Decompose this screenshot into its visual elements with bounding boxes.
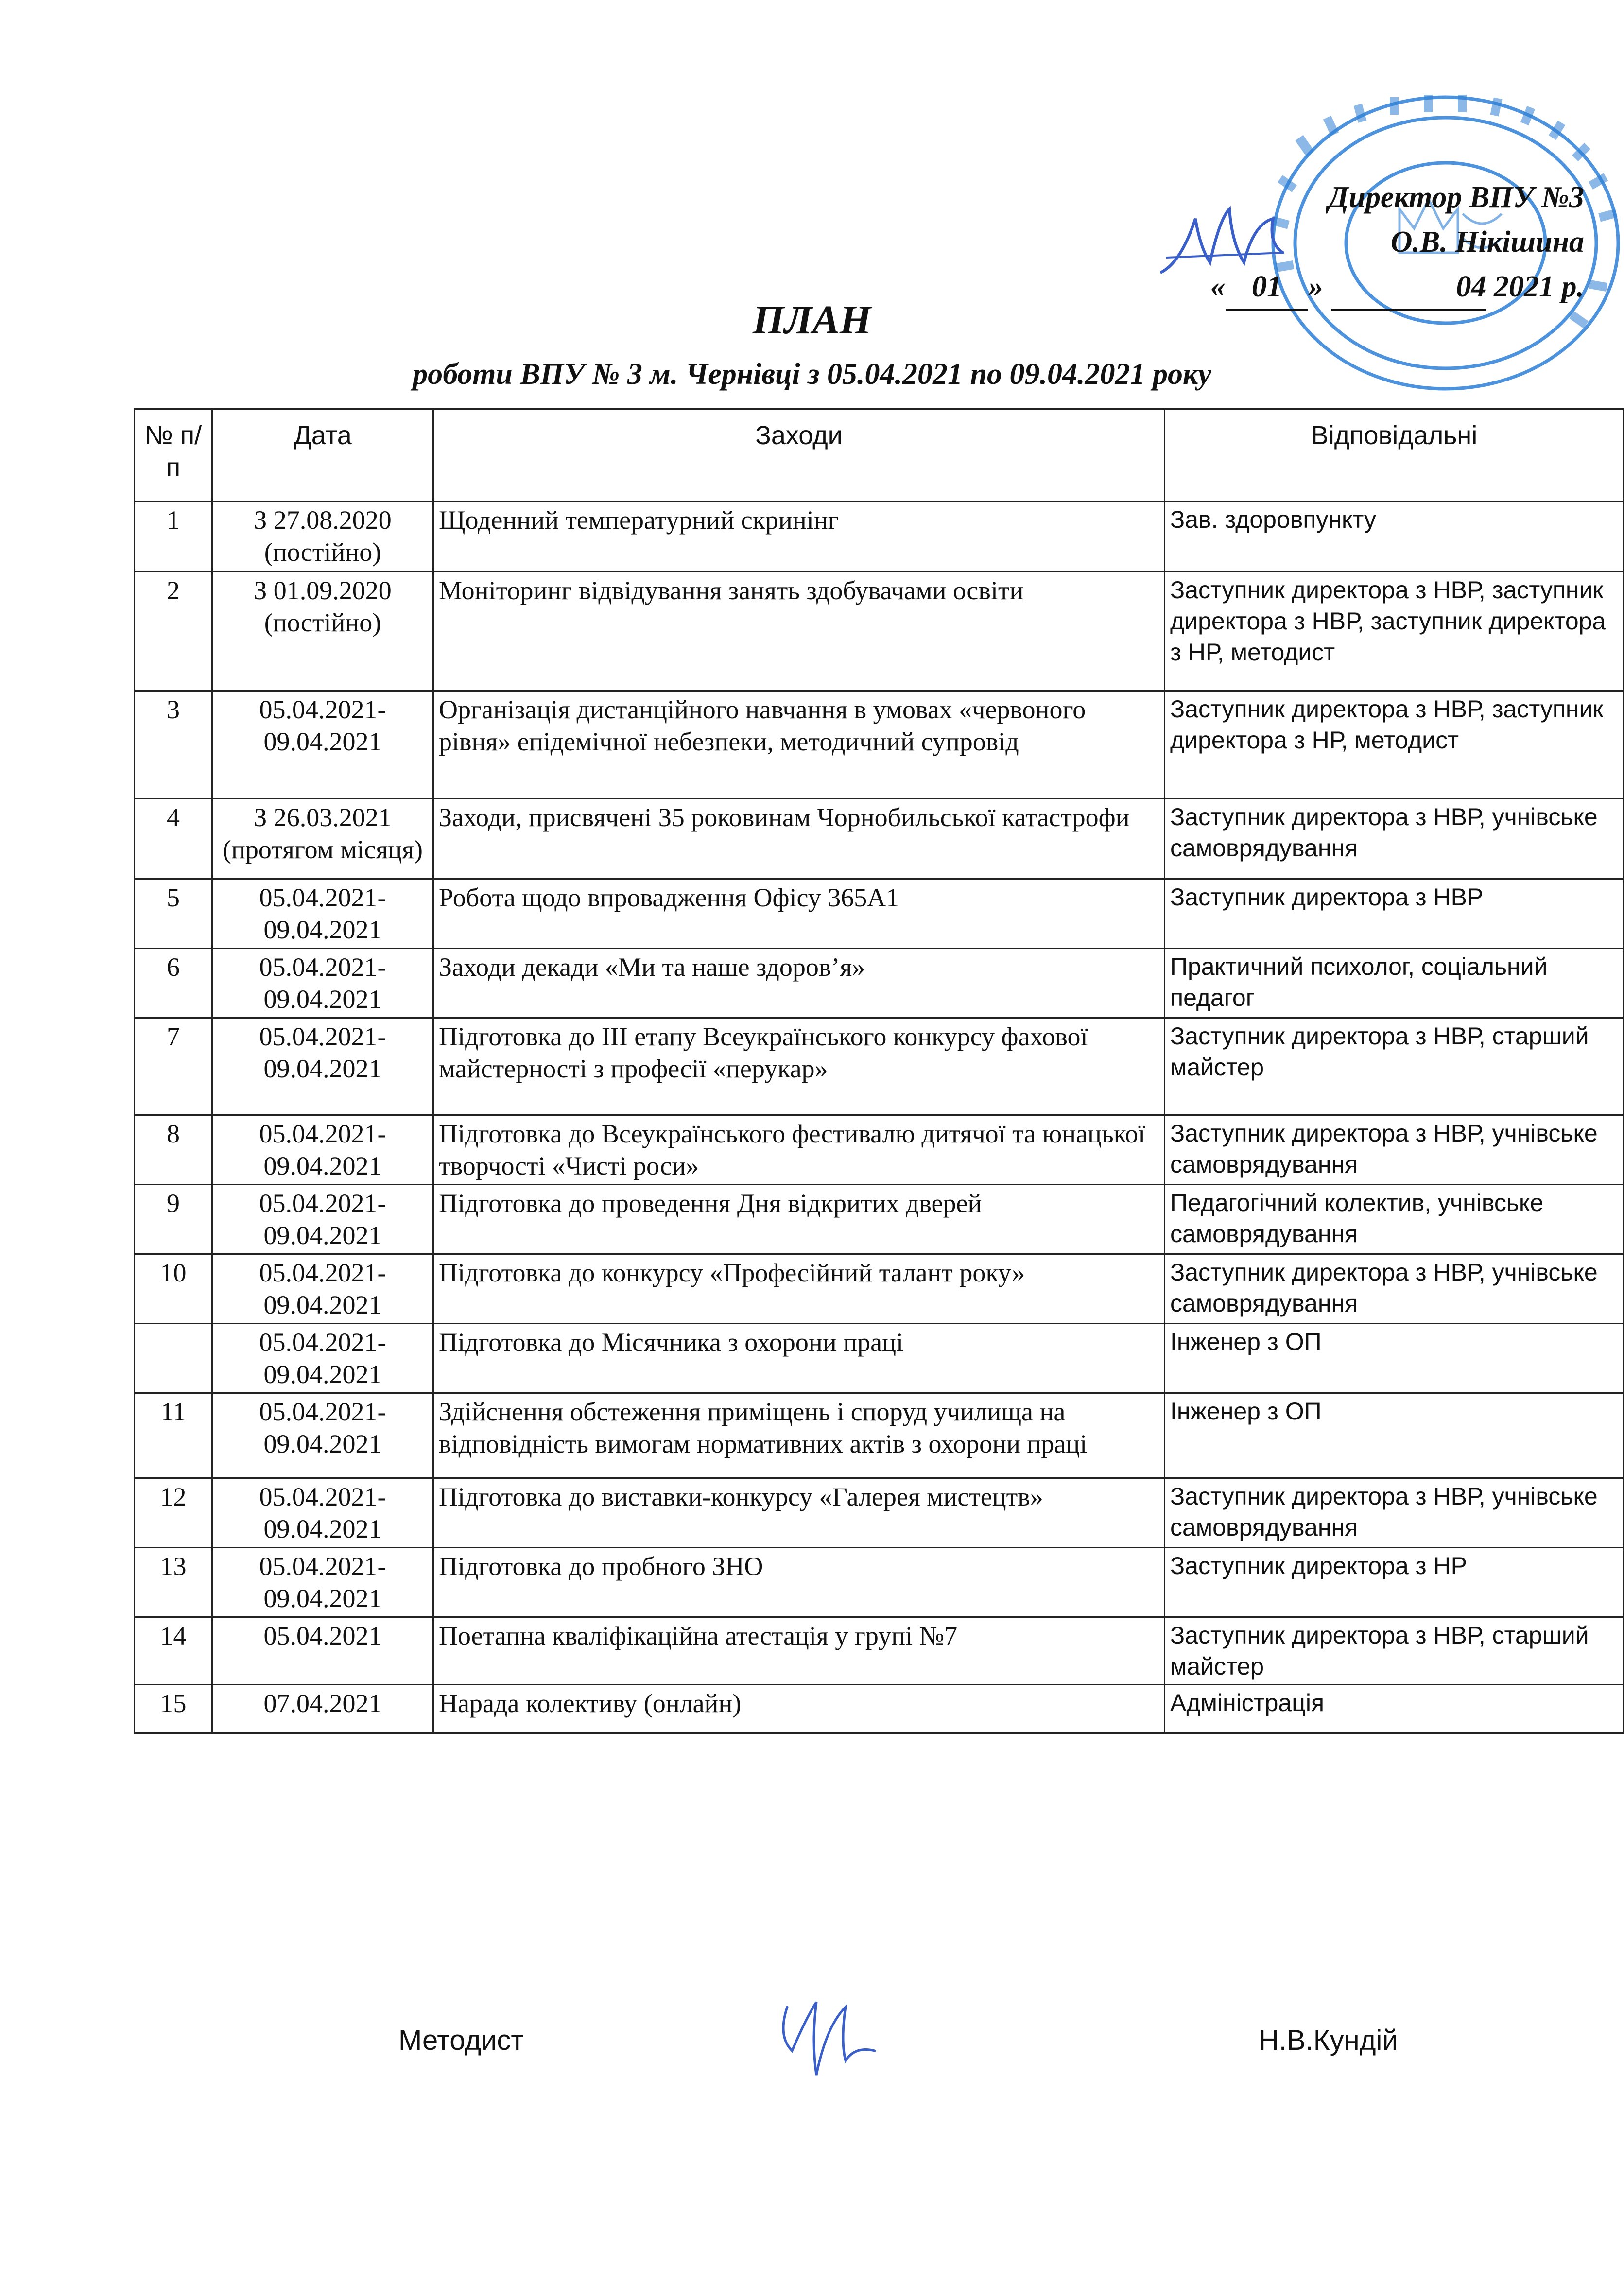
row-responsible: Практичний психолог, соціальний педагог [1165,949,1624,1018]
row-event: Моніторинг відвідування занять здобувачами освіти [433,572,1165,691]
row-date: З 26.03.2021 (протягом місяця) [212,799,433,879]
footer-name: Н.В.Кундій [1259,2025,1398,2056]
row-responsible: Інженер з ОП [1165,1324,1624,1393]
row-date: 05.04.2021- 09.04.2021 [212,879,433,949]
table-row [135,1617,1624,1685]
row-event: Підготовка до Всеукраїнського фестивалю дитячої та юнацької творчості «Чисті роси» [433,1115,1165,1185]
row-event: Підготовка до конкурсу «Професійний талант року» [433,1254,1165,1324]
row-number: 2 [135,572,212,691]
row-event: Щоденний температурний скринінг [433,502,1165,572]
row-event: Заходи, присвячені 35 роковинам Чорнобильської катастрофи [433,799,1165,879]
approval-quote-open: « [1210,270,1226,303]
row-event: Заходи декади «Ми та наше здоров’я» [433,949,1165,1018]
row-event: Робота щодо впровадження Офісу 365А1 [433,879,1165,949]
row-event: Нарада колективу (онлайн) [433,1685,1165,1733]
approval-name: О.В. Нікішина [1390,225,1584,259]
row-responsible: Заступник директора з НВР, старший майстер [1165,1617,1624,1685]
row-event: Підготовка до Місячника з охорони праці [433,1324,1165,1393]
plan-table-body [135,502,1624,1733]
header-number: № п/п [135,409,212,502]
row-responsible: Заступник директора з НР [1165,1548,1624,1617]
row-date: 05.04.2021 [212,1617,433,1685]
row-event: Підготовка до виставки-конкурсу «Галерея мистецтв» [433,1478,1165,1548]
row-number: 13 [135,1548,212,1617]
row-number: 14 [135,1617,212,1685]
table-row [135,1393,1624,1478]
table-row [135,691,1624,799]
row-date: 05.04.2021- 09.04.2021 [212,691,433,799]
row-responsible: Заступник директора з НВР, заступник директора з НВР, заступник директора з НР, методист [1165,572,1624,691]
approval-month: 04 [1331,264,1486,311]
row-date: З 27.08.2020 (постійно) [212,502,433,572]
row-number: 3 [135,691,212,799]
row-number: 6 [135,949,212,1018]
row-date: 05.04.2021- 09.04.2021 [212,949,433,1018]
row-responsible: Заступник директора з НВР, учнівське самоврядування [1165,1115,1624,1185]
row-date: 05.04.2021- 09.04.2021 [212,1393,433,1478]
table-row [135,949,1624,1018]
row-date: 05.04.2021- 09.04.2021 [212,1324,433,1393]
table-row [135,1548,1624,1617]
row-responsible: Заступник директора з НВР [1165,879,1624,949]
approval-position: Директор ВПУ №3 [1328,181,1584,214]
document-title: ПЛАН [752,297,872,343]
row-number: 4 [135,799,212,879]
row-date: 05.04.2021- 09.04.2021 [212,1548,433,1617]
row-date: 05.04.2021- 09.04.2021 [212,1254,433,1324]
table-row [135,1324,1624,1393]
methodist-signature [768,1988,894,2099]
row-responsible: Інженер з ОП [1165,1393,1624,1478]
row-responsible: Заступник директора з НВР, заступник директора з НР, методист [1165,691,1624,799]
row-date: 05.04.2021- 09.04.2021 [212,1115,433,1185]
row-number [135,1324,212,1393]
footer-position: Методист [398,2025,524,2056]
approval-quote-close: » [1308,270,1323,303]
table-row [135,502,1624,572]
row-event: Поетапна кваліфікаційна атестація у групі №7 [433,1617,1165,1685]
row-date: З 01.09.2020 (постійно) [212,572,433,691]
plan-table [134,408,1624,1734]
row-number: 12 [135,1478,212,1548]
table-row [135,572,1624,691]
row-event: Організація дистанційного навчання в умовах «червоного рівня» епідемічної небезпеки, методичний супровід [433,691,1165,799]
row-responsible: Заступник директора з НВР, учнівське самоврядування [1165,799,1624,879]
row-responsible: Зав. здоровпункту [1165,502,1624,572]
row-date: 05.04.2021- 09.04.2021 [212,1185,433,1254]
row-number: 7 [135,1018,212,1115]
row-responsible: Заступник директора з НВР, учнівське самоврядування [1165,1478,1624,1548]
row-number: 1 [135,502,212,572]
table-row [135,879,1624,949]
row-date: 05.04.2021- 09.04.2021 [212,1478,433,1548]
row-number: 15 [135,1685,212,1733]
header-events: Заходи [433,409,1165,502]
director-signature [1157,199,1302,296]
approval-day: 01 [1226,264,1308,311]
row-number: 8 [135,1115,212,1185]
row-event: Підготовка до пробного ЗНО [433,1548,1165,1617]
row-responsible: Адміністрація [1165,1685,1624,1733]
row-date: 07.04.2021 [212,1685,433,1733]
table-row [135,1685,1624,1733]
row-event: Підготовка до проведення Дня відкритих дверей [433,1185,1165,1254]
table-row [135,1115,1624,1185]
header-responsible: Відповідальні [1165,409,1624,502]
approval-year: 2021 р. [1494,270,1584,303]
row-event: Здійснення обстеження приміщень і споруд училища на відповідність вимогам нормативних актів з охорони праці [433,1393,1165,1478]
header-date: Дата [212,409,433,502]
row-event: Підготовка до ІІІ етапу Всеукраїнського конкурсу фахової майстерності з професії «перукар» [433,1018,1165,1115]
document-subtitle: роботи ВПУ № 3 м. Чернівці з 05.04.2021 по 09.04.2021 року [413,358,1211,391]
row-responsible: Педагогічний колектив, учнівське самоврядування [1165,1185,1624,1254]
row-number: 9 [135,1185,212,1254]
table-row [135,1254,1624,1324]
row-number: 11 [135,1393,212,1478]
table-row [135,1018,1624,1115]
row-number: 5 [135,879,212,949]
table-header-row [135,409,1624,502]
table-row [135,1185,1624,1254]
row-responsible: Заступник директора з НВР, старший майстер [1165,1018,1624,1115]
table-row [135,799,1624,879]
row-date: 05.04.2021- 09.04.2021 [212,1018,433,1115]
row-responsible: Заступник директора з НВР, учнівське самоврядування [1165,1254,1624,1324]
row-number: 10 [135,1254,212,1324]
table-row [135,1478,1624,1548]
